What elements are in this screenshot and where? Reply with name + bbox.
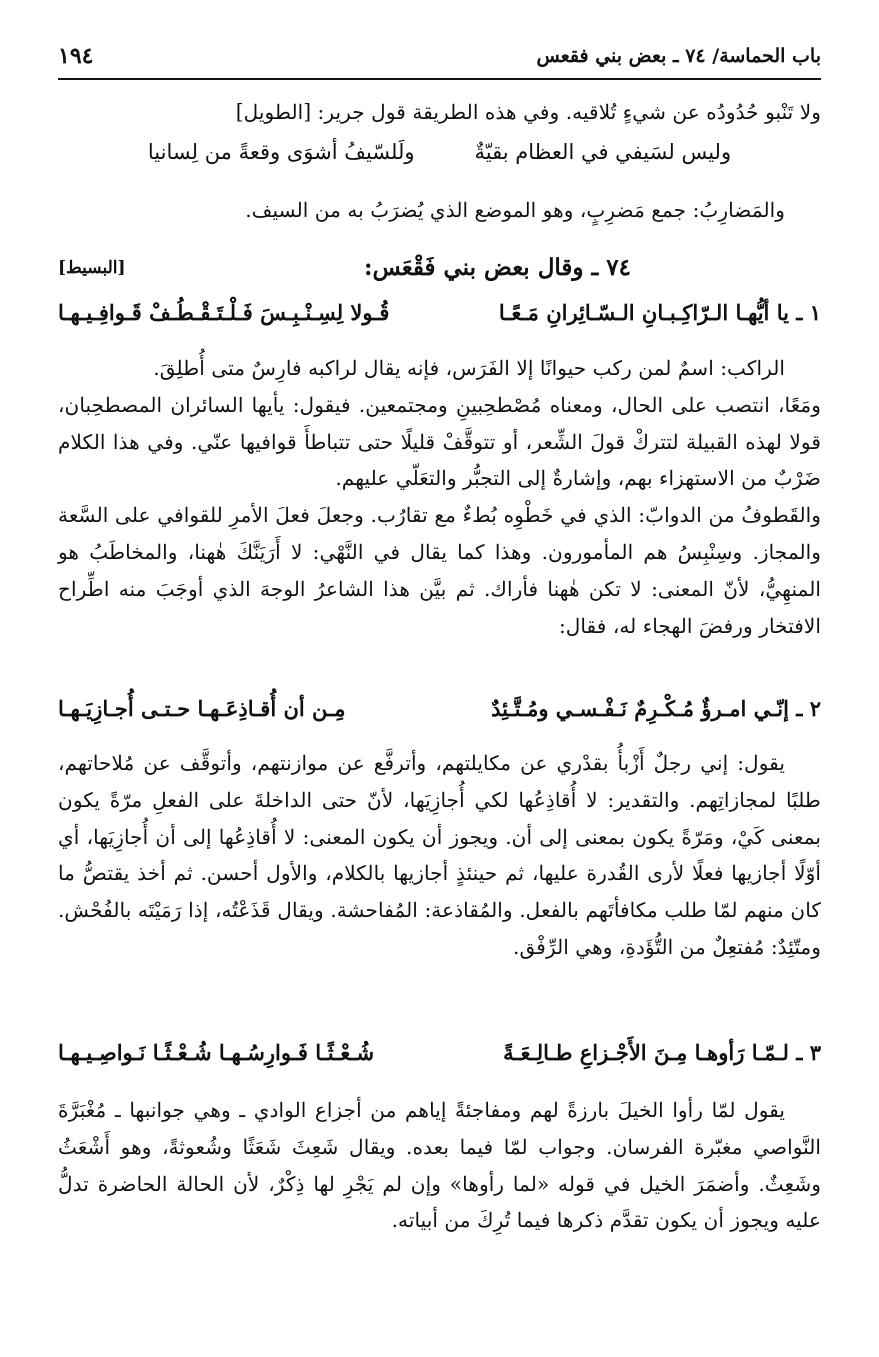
- running-title: باب الحماسة/ ٧٤ ـ بعض بني فقعس: [536, 45, 821, 67]
- verse-2-number: ٢ ـ: [796, 696, 821, 721]
- verse-1-commentary: [58, 350, 821, 644]
- verse-1-hemistich-1: ١ ـ يا أيُّهـا الـرّاكِـبـانِ الـسّـائِرانِ مَـعًـا: [498, 300, 821, 325]
- verse-3-hemistich-1: ٣ ـ لـمّـا رَأوهـا مِـنَ الأَجْـزاعِ طـالِـعَـةً: [503, 1040, 821, 1065]
- commentary-paragraph: يقول: إني رجلٌ أَزْبأُ بقدْري عن مكايلتهم، وأترفَّع عن موازنتهم، وأتوقَّف عن مُلاحاتهم، طلبًا لمجازاتِهم. والتقدير: لا أُقاذِعُها لكي أُجازِيَها، لأنّ حتى الداخلةَ على الفعلِ مرّةً يكون بمعنى كَيْ، ومَرّةً يكون بمعنى إلى أن. ويجوز أن يكون المعنى: لا أُقاذِعُها إلى أن أُجازِيَها، أي أوّلًا أجازيها فعلًا لأرى القُدرة عليها، ثم حينئذٍ أجازيها بالكلام، والأول أحسن. ثم أخذ يقتصُّ ما كان منهم لمّا طلب مكافأتَهم بالفعل. والمُقاذعة: المُفاحشة. ويقال قَذَعْتُه، إذا رَمَيْتَه بالفُحْش. ومتّئِدٌ: مُفتعِلٌ من التُّؤَدةِ، وهي الرِّفْق.: [58, 751, 821, 959]
- verse-3-number: ٣ ـ: [796, 1040, 821, 1065]
- section-title: [58, 250, 879, 286]
- verse-1: [58, 300, 821, 325]
- commentary-paragraph: الراكب: اسمٌ لمن ركب حيوانًا إلا الفَرَس، فإنه يقال لراكبه فارِسٌ متى أُطلِقَ.: [153, 356, 785, 380]
- verse-2: [58, 696, 821, 721]
- verse-3: [58, 1040, 821, 1065]
- quoted-hemistich-2: ولَلسّيفُ أشوَى وقعةً من لِسانيا: [147, 140, 415, 164]
- header-rule: [58, 78, 821, 80]
- section-meter: [البسيط]: [58, 258, 126, 278]
- intro-line: ولا تَنْبو حُدُودُه عن شيءٍ تُلاقيه. وفي هذه الطريقة قول جرير: [الطويل]: [235, 100, 821, 124]
- gloss-line: والمَضارِبُ: جمع مَضرِبٍ، وهو الموضع الذي يُضرَبُ به من السيف.: [245, 198, 785, 222]
- verse-2-hemistich-2: مِـن أن أُقـاذِعَـهـا حـتـى أُجـازِيَـهـا: [58, 696, 346, 721]
- verse-1-hemistich-2: قُـولا لِسِـنْـبِـسَ فَـلْـتَـقْـطُـفْ قَـوافِـيـهـا: [58, 300, 390, 325]
- verse-3-hemistich-2: شُـعْـثًـا فَـوارِسُـهـا شُـعْـثًـا نَـواصِـيـهـا: [58, 1040, 375, 1065]
- page-number: ١٩٤: [58, 43, 94, 69]
- quoted-hemistich-1: وليس لسَيفي في العظام بقيّةٌ: [474, 140, 732, 164]
- commentary-paragraph: يقول لمّا رأوا الخيلَ بارزةً لهم ومفاجئةً إياهم من أجزاع الوادي ـ وهي جوانبها ـ مُغْبَرَّةَ النَّواصي مغبّرة الفرسان. وجواب لمّا فيما بعده. ويقال شَعِثَ شَعَثًا وشُعوثةً، وهو أَشْعَثُ وشَعِثٌ. وأضمَرَ الخيل في قوله «لما رأوها» وإن لم يَجْرِ لها ذِكْرٌ، لأن الحالة الحاضرة تدلُّ عليه ويجوز أن يكون تقدَّم ذكرها فيما تُرِكَ من أبياته.: [58, 1098, 821, 1233]
- section-heading: ٧٤ ـ وقال بعض بني فَقْعَس:: [363, 254, 632, 281]
- verse-3-commentary: [58, 1092, 821, 1239]
- quoted-verse: [58, 140, 821, 164]
- verse-2-commentary: [58, 745, 821, 966]
- verse-1-number: ١ ـ: [796, 300, 821, 325]
- commentary-paragraph: والقَطوفُ من الدوابّ: الذي في خَطْوِه بُطءٌ مع تقارُب. وجعلَ فعلَ الأمرِ للقوافي على السَّعة والمجاز. وسِنْبِسُ هم المأمورون. وهذا كما يقال في النَّهْي: لا أَرَيَنَّكَ هٰهنا، والمخاطَبُ هو المنهِيُّ، لأنّ المعنى: لا تكن هٰهنا فأراك. ثم بيَّن هذا الشاعرُ الوجهَ الذي أوجَبَ منه اطِّراح الافتخار ورفضَ الهجاء له، فقال:: [58, 503, 821, 638]
- commentary-paragraph: ومَعًا، انتصب على الحال، ومعناه مُصْطحِبينِ ومجتمعين. فيقول: يأيها السائران المصطحِبان، قولا لهذه القبيلة لتتركْ قولَ الشِّعر، أو تتوقَّفْ قليلًا حتى تتباطأَ قوافيها عنّي. وفي هذا الكلام ضَرْبٌ من الاستهزاء بهم، وإشارةٌ إلى التجبُّر والتعَلّي عليهم.: [58, 392, 821, 491]
- verse-2-hemistich-1: ٢ ـ إنّـي امـرؤٌ مُـكْـرِمٌ نَـفْـسـي ومُـتَّـئِدٌ: [491, 696, 821, 721]
- page-header: [58, 36, 821, 76]
